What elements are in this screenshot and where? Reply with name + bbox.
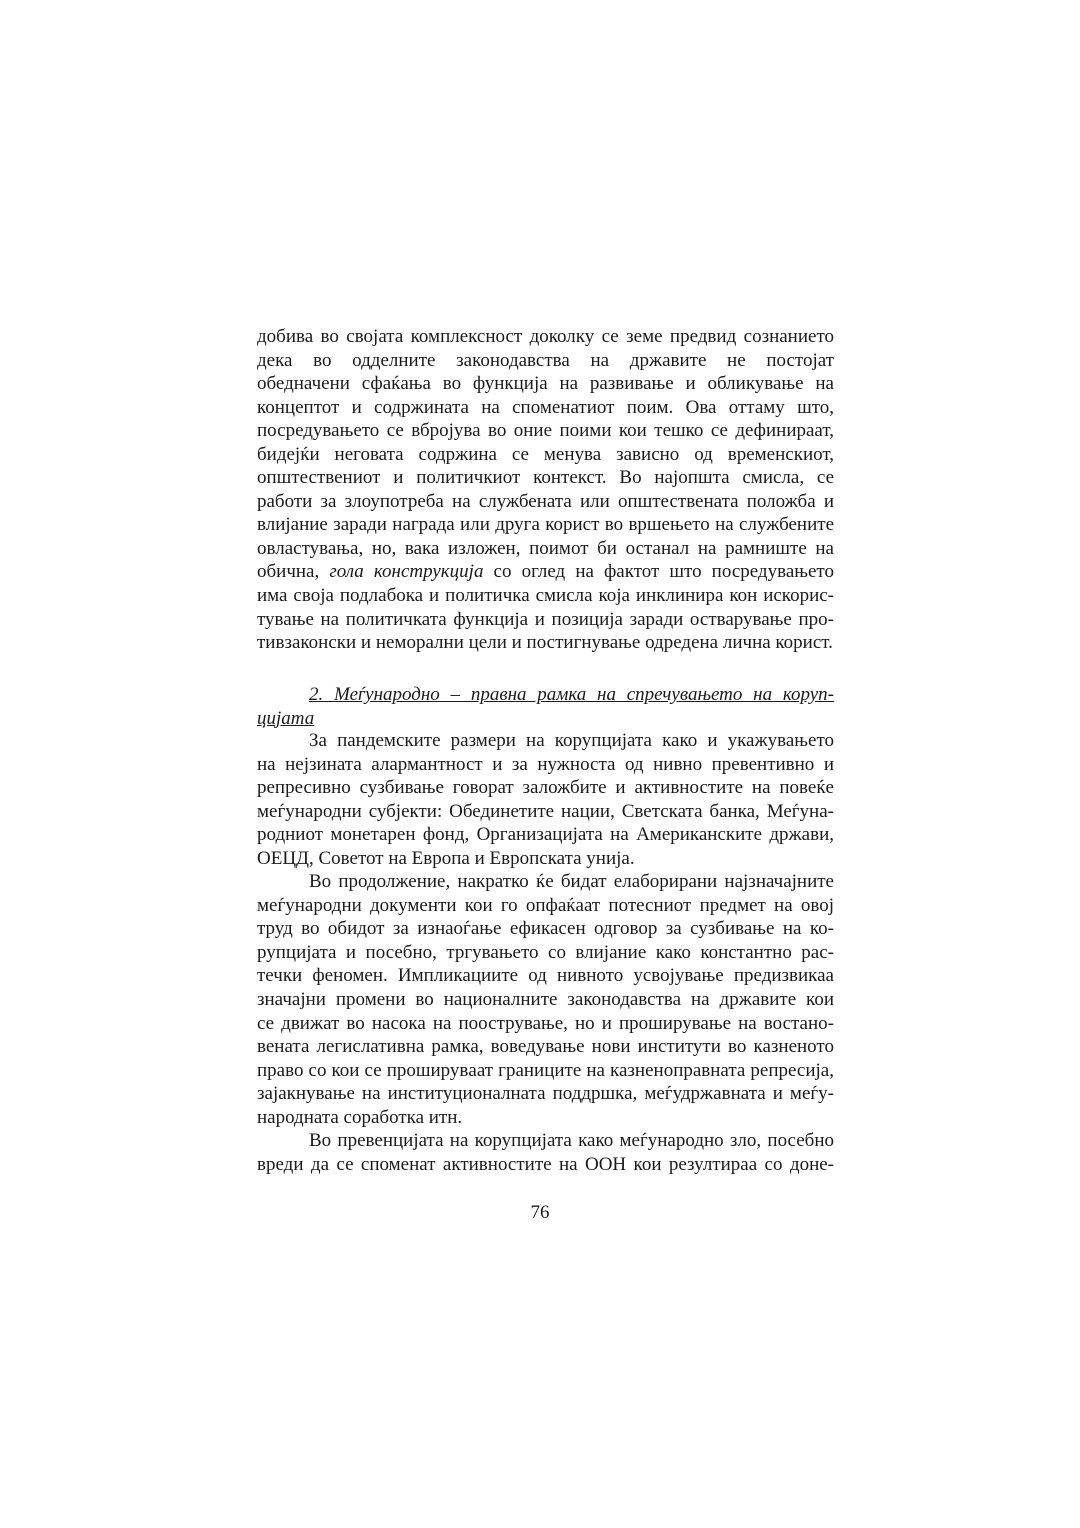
text-line: добива во својата комплексност доколку се земе предвид сознанието [257, 326, 834, 347]
text-line-with-italic [257, 560, 834, 584]
text-line: За пандемските размери на корупцијата како и укажувањето [309, 730, 834, 751]
text-line: овластувања, но, вака изложен, поимот би останал на рамниште на [257, 537, 834, 559]
text-line: репресивно сузбивање говорат заложбите и активностите на повеќе [257, 777, 834, 799]
text-line: има своја подлабока и политичка смисла која инклинира кон искорис- [257, 585, 834, 607]
text-line: вената легислативна рамка, воведување нови институти во казненото [257, 1036, 834, 1058]
text-line: меѓународни субјекти: Обединетите нации, Светската банка, Меѓуна- [257, 800, 834, 822]
text-line: тивзаконски и неморални цели и постигнување одредена лична корист. [257, 632, 833, 654]
text-line: меѓународни документи кои го опфаќаат потесниот предмет на овој [257, 894, 834, 916]
text-line: ОЕЦД, Советот на Европа и Европската унија. [257, 847, 635, 869]
text-line: на нејзината алармантност и за нужноста од нивно превентивно и [257, 753, 834, 775]
text-line: течки феномен. Импликациите од нивното усвојување предизвикаа [257, 965, 834, 987]
text-line: работи за злоупотреба на службената или општествената положба и [257, 490, 834, 512]
text-fragment: со оглед на фактот што посредувањето [483, 561, 834, 583]
text-line: посредувањето се вбројува во оние поими кои тешко се дефинираат, [257, 420, 834, 442]
text-line: концептот и содржината на споменатиот поим. Ова оттаму што, [257, 396, 834, 418]
text-line: родниот монетарен фонд, Организацијата на Американските држави, [257, 824, 834, 846]
text-fragment: обична, [257, 561, 330, 583]
text-line: Во продолжение, накратко ќе бидат елаборирани најзначајните [309, 871, 834, 893]
text-line: дека во одделните законодавства на државите не постојат [257, 349, 834, 371]
section-body [257, 729, 834, 1176]
italic-phrase: гола конструкција [329, 561, 484, 583]
heading-line: цијата [257, 707, 315, 729]
text-line: рупцијата и посебно, тргувањето со влијание како константно рас- [257, 941, 834, 963]
text-line: зајакнување на институционалната поддршка, меѓудржавната и меѓу- [257, 1083, 834, 1105]
text-line: народната соработка итн. [257, 1106, 463, 1128]
text-line: значајни промени во националните законодавства на државите кои [257, 989, 834, 1011]
page-number: 76 [530, 1202, 550, 1223]
text-line: право со кои се проширувaат границите на казненоправната репресија, [257, 1059, 834, 1081]
heading-line: 2. Меѓународно – правна рамка на спречувањето на коруп- [309, 684, 834, 705]
text-line: бидејќи неговата содржина се менува зависно од временскиот, [257, 443, 834, 465]
text-line: влијание заради награда или друга корист во вршењето на службените [257, 514, 834, 536]
paragraph-intro [257, 325, 834, 655]
text-line: вреди да се споменат активностите на ООН кои резултираа со доне- [257, 1153, 834, 1175]
text-line: Во превенцијата на корупцијата како меѓународно зло, посебно [309, 1130, 834, 1152]
section-heading [257, 683, 834, 730]
text-line: труд во обидот за изнаоѓање ефикасен одговор за сузбивање на ко- [257, 918, 834, 940]
text-line: општествениот и политичкиот контекст. Во најопшта смисла, се [257, 467, 834, 489]
text-line: тување на политичката функција и позиција заради остварување про- [257, 608, 834, 630]
text-line: се движат во насока на поострување, но и проширување на востано- [257, 1012, 834, 1034]
text-line: обедначени сфаќања во функција на развивање и обликување на [257, 373, 834, 395]
